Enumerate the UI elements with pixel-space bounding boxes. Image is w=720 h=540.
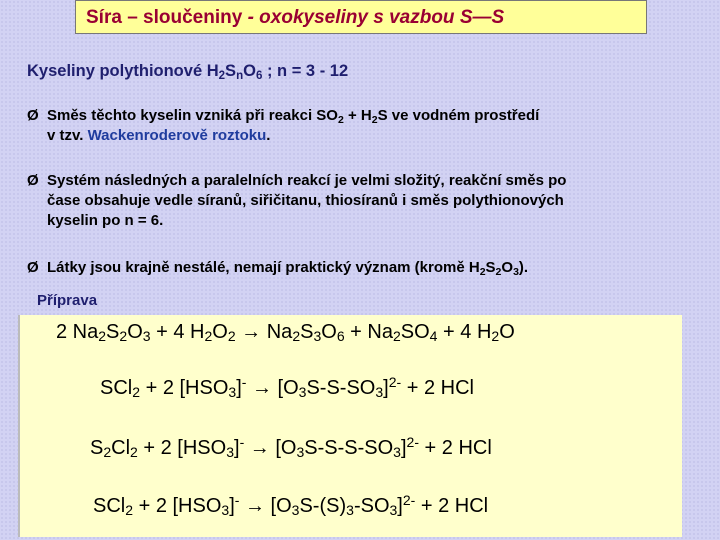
eq-text: S-(S) [299,495,347,517]
eq-text: → [O [246,377,299,399]
eq-text: + 2 [HSO [137,437,227,459]
eq-text: + 2 [HSO [140,377,229,399]
heading-text: ; n = 3 - 12 [262,62,349,80]
subscript: 3 [389,502,398,518]
text-run: Látky jsou krajně nestálé, nemají praktický význam (kromě H [47,259,480,276]
superscript: 2- [406,434,419,450]
text-run: ). [518,259,529,276]
bullet-item-2 [27,171,707,231]
bullet-item-3 [27,258,707,278]
eq-text: -SO [353,495,390,517]
text-run: + H [343,107,372,124]
title-main: Síra – sloučeniny [86,7,243,28]
subscript: 3 [313,328,322,344]
subscript: 2 [98,328,107,344]
subscript: 3 [291,502,300,518]
eq-text: S [106,321,120,343]
eq-text: Cl [111,437,131,459]
subscript: 3 [393,444,401,460]
arrow-bullet-icon: Ø [27,107,39,124]
eq-text: + Na [344,321,393,343]
subscript: 3 [298,384,307,400]
bullet-item-1 [27,106,707,146]
eq-text: S-S-SO [306,377,376,399]
text-run: Směs těchto kyselin vzniká při reakci SO [47,107,338,124]
eq-text: S [300,321,314,343]
subscript: 3 [513,266,519,278]
subscript: 2 [495,266,502,278]
eq-text: → [O [239,495,292,517]
eq-text: + 2 [HSO [133,495,222,517]
subscript: 2 [292,328,301,344]
eq-text: + 2 HCl [418,437,492,459]
slide-title [75,0,647,34]
title-subtitle: - oxokyseliny s vazbou S—S [242,7,505,28]
eq-text: ] [383,377,389,399]
subscript: 6 [255,70,263,82]
eq-text: S [90,437,104,459]
heading-text: Kyseliny polythionové H [27,62,219,80]
subscript: 2 [491,328,500,344]
subscript: 3 [296,444,305,460]
eq-text: 2 Na [56,321,99,343]
equation-1 [56,321,515,344]
subscript: 6 [336,328,345,344]
section-heading [27,62,348,81]
eq-text: ] [400,437,407,459]
text-line: čase obsahuje vedle síranů, siřičitanu, thiosíranů i směs polythionových [47,192,564,209]
equation-4 [93,492,489,518]
subscript: 2 [479,266,486,278]
bullet-text [47,106,707,146]
subscript: 2 [132,384,141,400]
eq-text: ] [397,495,403,517]
equation-2 [100,374,474,400]
text-run: . [266,127,271,144]
subscript: 3 [375,384,384,400]
superscript: - [241,374,247,390]
eq-text: SO [400,321,430,343]
text-line: kyselin po n = 6. [47,212,164,229]
text-run: v tzv. [47,127,88,144]
eq-text: S-S-S-SO [304,437,394,459]
superscript: - [234,492,240,508]
equations-panel [18,315,682,537]
bullet-text [47,258,707,278]
arrow-bullet-icon: Ø [27,259,39,276]
text-run: O [501,259,514,276]
eq-text: + 4 H [150,321,205,343]
eq-text: → [O [244,437,297,459]
subscript: 2 [130,444,138,460]
heading-text: O [243,62,256,80]
subscript: n [236,70,244,82]
eq-text: → Na [235,321,293,343]
eq-text: O [321,321,337,343]
eq-text: ] [229,495,235,517]
subscript: 2 [125,502,134,518]
arrow-bullet-icon: Ø [27,172,39,189]
subscript: 2 [392,328,401,344]
subscript: 2 [371,114,378,126]
equation-3 [90,434,492,460]
eq-text: ] [234,437,240,459]
subscript: 2 [103,444,112,460]
superscript: - [239,434,245,450]
eq-text: + 4 H [437,321,492,343]
superscript: 2- [402,492,416,508]
subscript: 4 [429,328,438,344]
subscript: 3 [346,502,354,518]
subscript: 2 [227,328,236,344]
heading-text: S [225,62,237,80]
subscript: 3 [228,384,237,400]
preparation-label: Příprava [37,292,98,309]
subscript: 3 [142,328,151,344]
subscript: 2 [204,328,213,344]
subscript: 2 [119,328,128,344]
text-run: S ve vodném prostředí [377,107,540,124]
eq-text: O [212,321,228,343]
text-line: Systém následných a paralelních reakcí je velmi složitý, reakční směs po [47,172,567,189]
subscript: 3 [226,444,234,460]
eq-text: ] [236,377,242,399]
eq-text: SCl [100,377,133,399]
subscript: 2 [337,114,344,126]
subscript: 3 [221,502,230,518]
eq-text: O [499,321,515,343]
subscript: 2 [218,70,226,82]
eq-text: SCl [93,495,126,517]
eq-text: O [127,321,143,343]
eq-text: + 2 HCl [401,377,474,399]
bullet-text [47,171,707,231]
superscript: 2- [388,374,402,390]
eq-text: + 2 HCl [415,495,489,517]
text-run: S [485,259,496,276]
wackenroder-term: Wackenroderově roztoku [87,127,267,144]
